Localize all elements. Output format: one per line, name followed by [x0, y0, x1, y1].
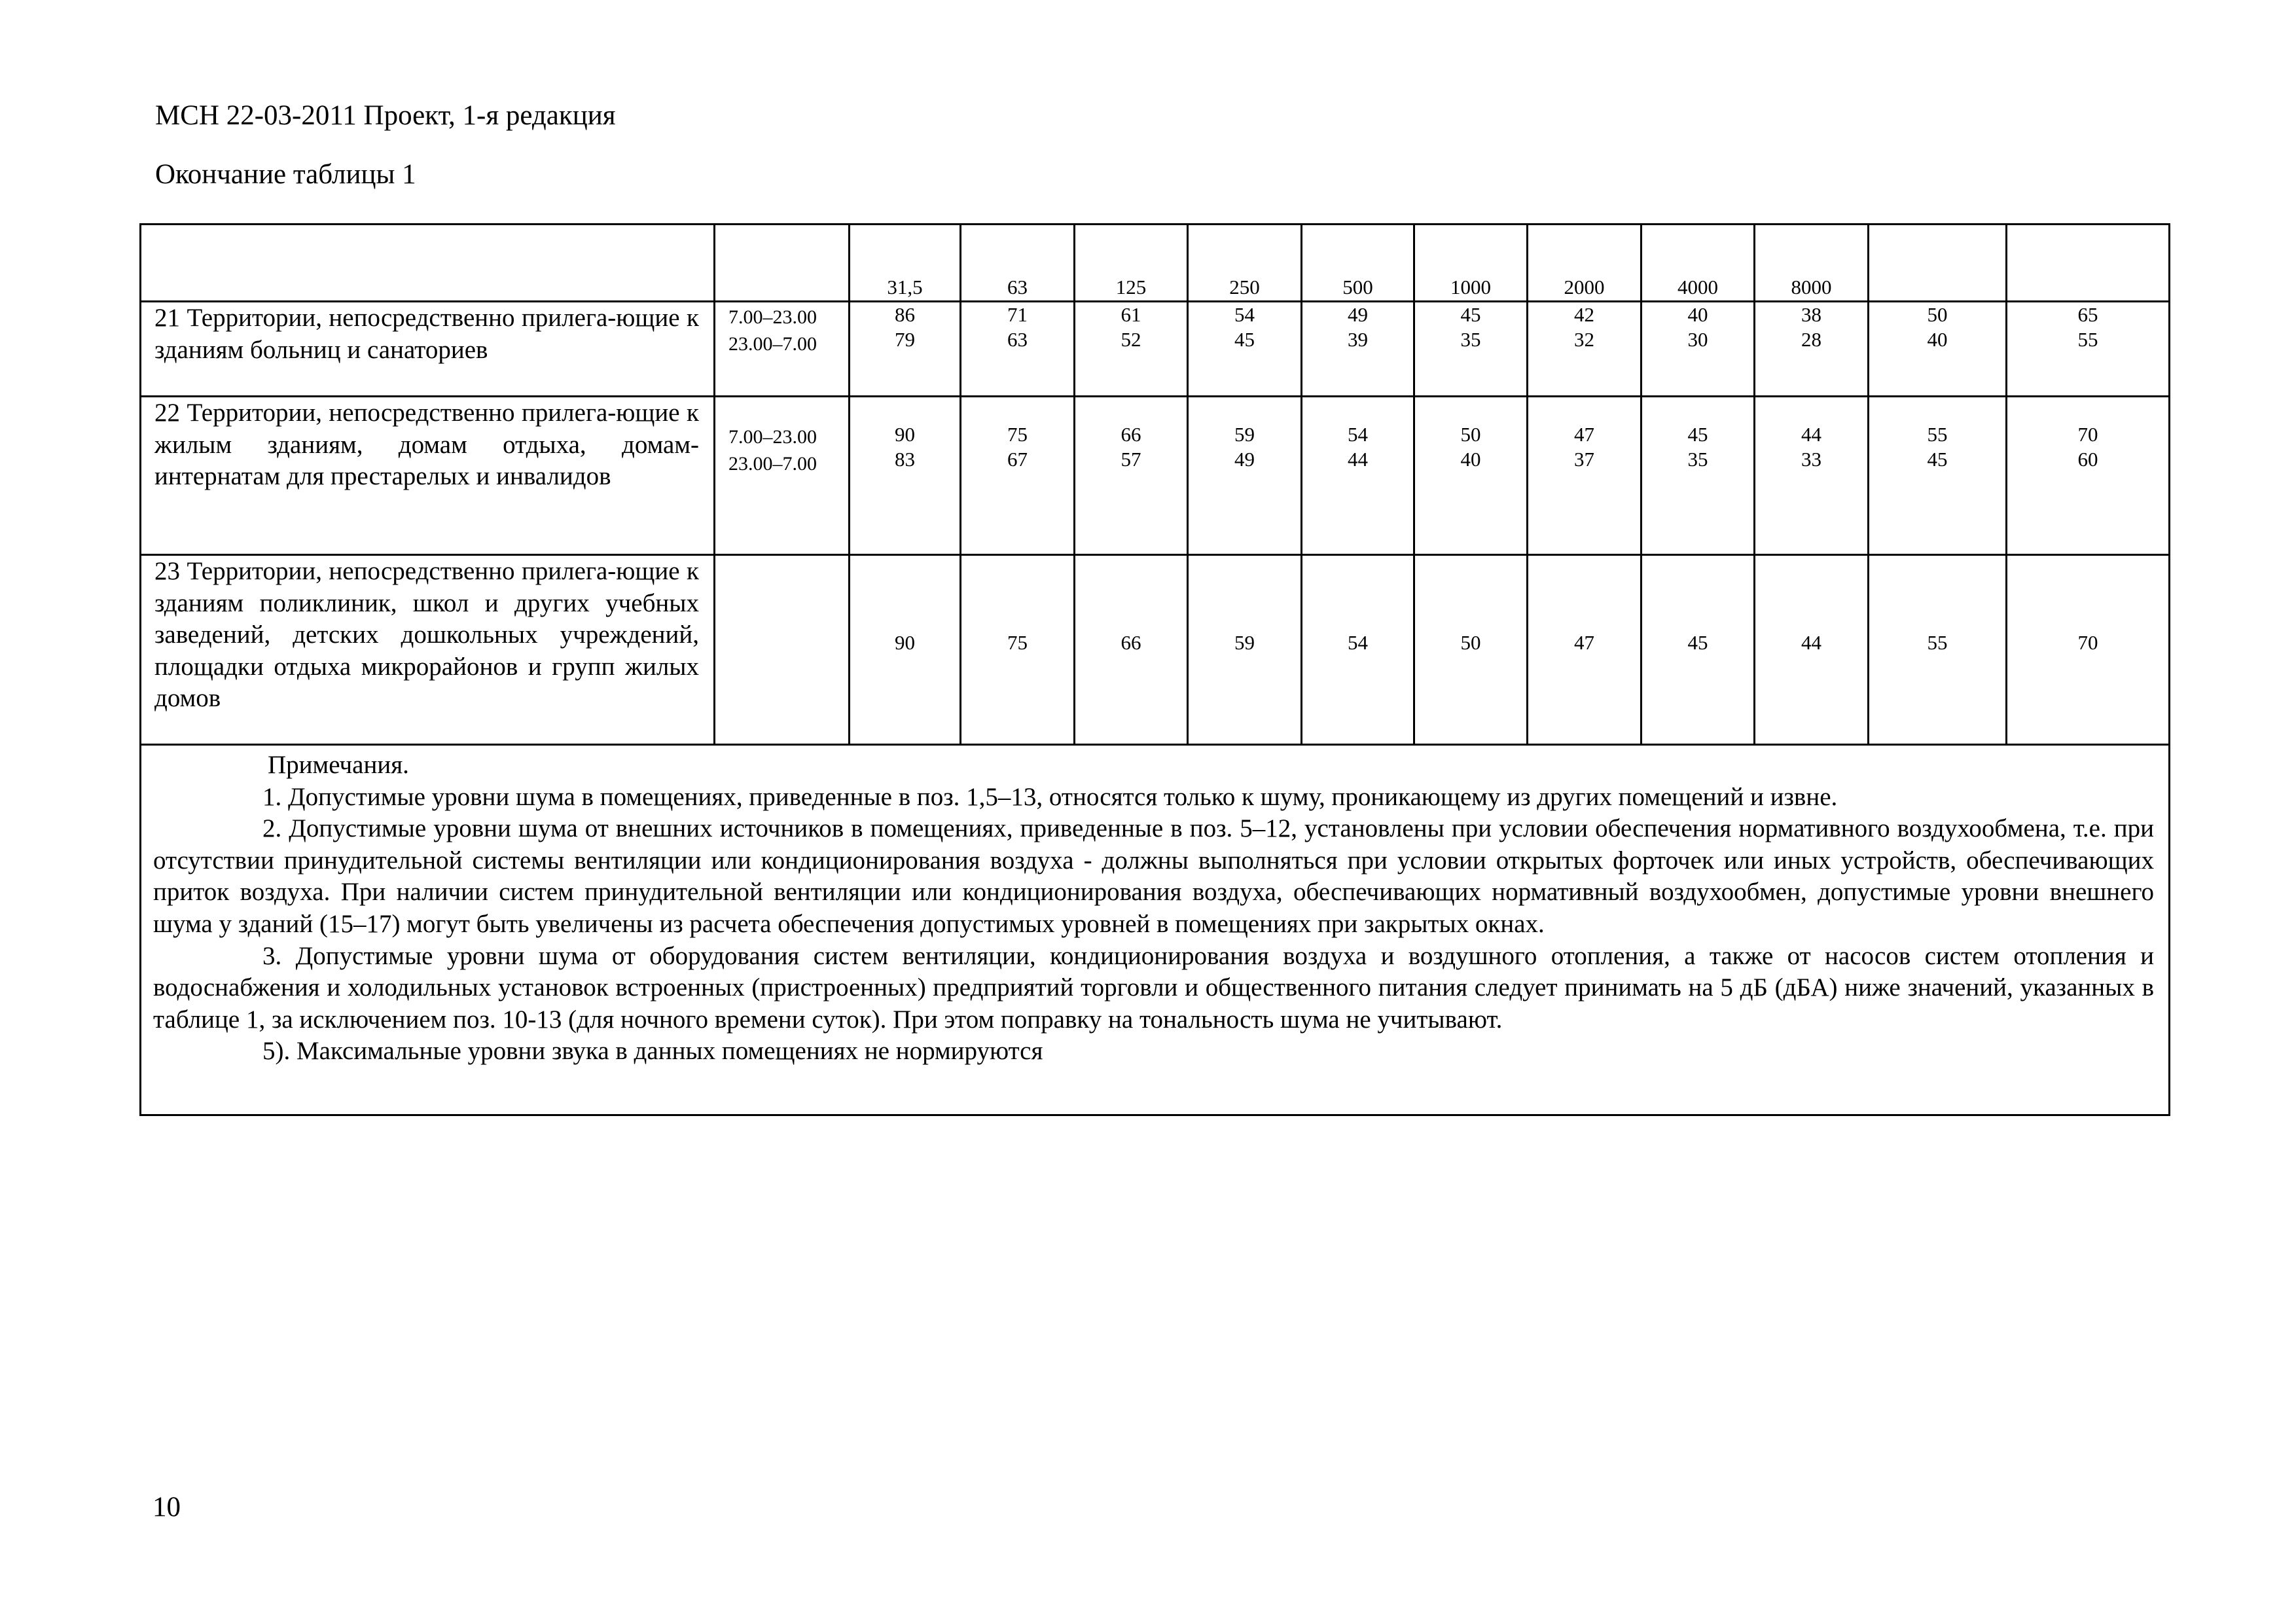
header-cell-empty — [1869, 225, 2007, 302]
value-cell: 50 40 — [1869, 302, 2007, 397]
value-cell: 66 — [1075, 555, 1188, 745]
value-cell: 90 83 — [850, 397, 961, 555]
table-row — [141, 302, 2170, 397]
frequency-header: 1000 — [1414, 225, 1528, 302]
value-cell: 45 — [1641, 555, 1755, 745]
frequency-header: 31,5 — [850, 225, 961, 302]
header-cell-empty — [2007, 225, 2170, 302]
frequency-header: 500 — [1302, 225, 1414, 302]
header-cell-empty — [715, 225, 850, 302]
value-cell: 47 37 — [1528, 397, 1641, 555]
value-cell: 59 — [1188, 555, 1302, 745]
day-period: 7.00–23.00 — [728, 426, 817, 448]
notes-row — [141, 745, 2170, 1115]
value-cell: 55 — [1869, 555, 2007, 745]
frequency-header: 4000 — [1641, 225, 1755, 302]
page-number: 10 — [152, 1492, 181, 1523]
table-caption: Окончание таблицы 1 — [155, 159, 416, 190]
value-cell: 70 60 — [2007, 397, 2170, 555]
value-cell: 50 40 — [1414, 397, 1528, 555]
night-period: 23.00–7.00 — [728, 453, 817, 475]
time-period-cell — [715, 302, 850, 397]
notes-title: Примечания. — [268, 751, 409, 779]
value-cell: 61 52 — [1075, 302, 1188, 397]
value-cell: 75 67 — [961, 397, 1075, 555]
table-row — [141, 397, 2170, 555]
value-cell: 54 45 — [1188, 302, 1302, 397]
time-period-cell — [715, 397, 850, 555]
value-cell: 55 45 — [1869, 397, 2007, 555]
noise-norms-table — [139, 223, 2170, 1116]
note-item: 1. Допустимые уровни шума в помещениях, приведенные в поз. 1,5–13, относятся только к шуму, проникающему из других помещений и извне. — [262, 782, 1838, 811]
value-cell: 54 44 — [1302, 397, 1414, 555]
value-cell: 75 — [961, 555, 1075, 745]
value-cell: 59 49 — [1188, 397, 1302, 555]
value-cell: 42 32 — [1528, 302, 1641, 397]
row-description: 23 Территории, непосредственно прилега-ющие к зданиям поликлиник, школ и других учебных заведений, детских дошкольных учреждений, площадки отдыха микрорайонов и групп жилых домов — [141, 555, 715, 745]
value-cell: 40 30 — [1641, 302, 1755, 397]
frequency-header: 125 — [1075, 225, 1188, 302]
value-cell: 45 35 — [1414, 302, 1528, 397]
value-cell: 44 — [1755, 555, 1869, 745]
value-cell: 65 55 — [2007, 302, 2170, 397]
value-cell: 47 — [1528, 555, 1641, 745]
frequency-header: 2000 — [1528, 225, 1641, 302]
value-cell: 90 — [850, 555, 961, 745]
value-cell: 70 — [2007, 555, 2170, 745]
row-description: 22 Территории, непосредственно прилега-ющие к жилым зданиям, домам отдыха, домам-интернатам для престарелых и инвалидов — [141, 397, 715, 555]
frequency-header: 8000 — [1755, 225, 1869, 302]
document-header: МСН 22-03-2011 Проект, 1-я редакция — [155, 100, 616, 131]
note-item: 5). Максимальные уровни звука в данных помещениях не нормируются — [262, 1037, 1043, 1066]
value-cell: 44 33 — [1755, 397, 1869, 555]
frequency-header-row — [141, 225, 2170, 302]
value-cell: 50 — [1414, 555, 1528, 745]
value-cell: 71 63 — [961, 302, 1075, 397]
day-period: 7.00–23.00 — [728, 306, 817, 328]
time-period-cell — [715, 555, 850, 745]
frequency-header: 63 — [961, 225, 1075, 302]
frequency-header: 250 — [1188, 225, 1302, 302]
table-row — [141, 555, 2170, 745]
note-item: 2. Допустимые уровни шума от внешних источников в помещениях, приведенные в поз. 5–12, установлены при условии обеспечения нормативного воздухообмена, т.е. при отсутствии принудительной системы вентиляции или кондиционирования воздуха - должны выполняться при условии открытых форточек или иных устройств, обеспечивающих приток воздуха. При наличии систем принудительной вентиляции или кондиционирования воздуха, обеспечивающих нормативный воздухообмен, допустимые уровни внешнего шума у зданий (15–17) могут быть увеличены из расчета обеспечения допустимых уровней в помещениях при закрытых окнах. — [153, 814, 2154, 938]
value-cell: 66 57 — [1075, 397, 1188, 555]
night-period: 23.00–7.00 — [728, 333, 817, 355]
value-cell: 54 — [1302, 555, 1414, 745]
header-cell-empty — [141, 225, 715, 302]
notes-block — [141, 745, 2170, 1115]
note-item: 3. Допустимые уровни шума от оборудования систем вентиляции, кондиционирования воздуха и воздушного отопления, а также от насосов систем отопления и водоснабжения и холодильных установок встроенных (пристроенных) предприятий торговли и общественного питания следует принимать на 5 дБ (дБА) ниже значений, указанных в таблице 1, за исключением поз. 10-13 (для ночного времени суток). При этом поправку на тональность шума не учитывают. — [153, 941, 2154, 1034]
value-cell: 86 79 — [850, 302, 961, 397]
row-description: 21 Территории, непосредственно прилега-ющие к зданиям больниц и санаториев — [141, 302, 715, 397]
value-cell: 38 28 — [1755, 302, 1869, 397]
value-cell: 49 39 — [1302, 302, 1414, 397]
value-cell: 45 35 — [1641, 397, 1755, 555]
